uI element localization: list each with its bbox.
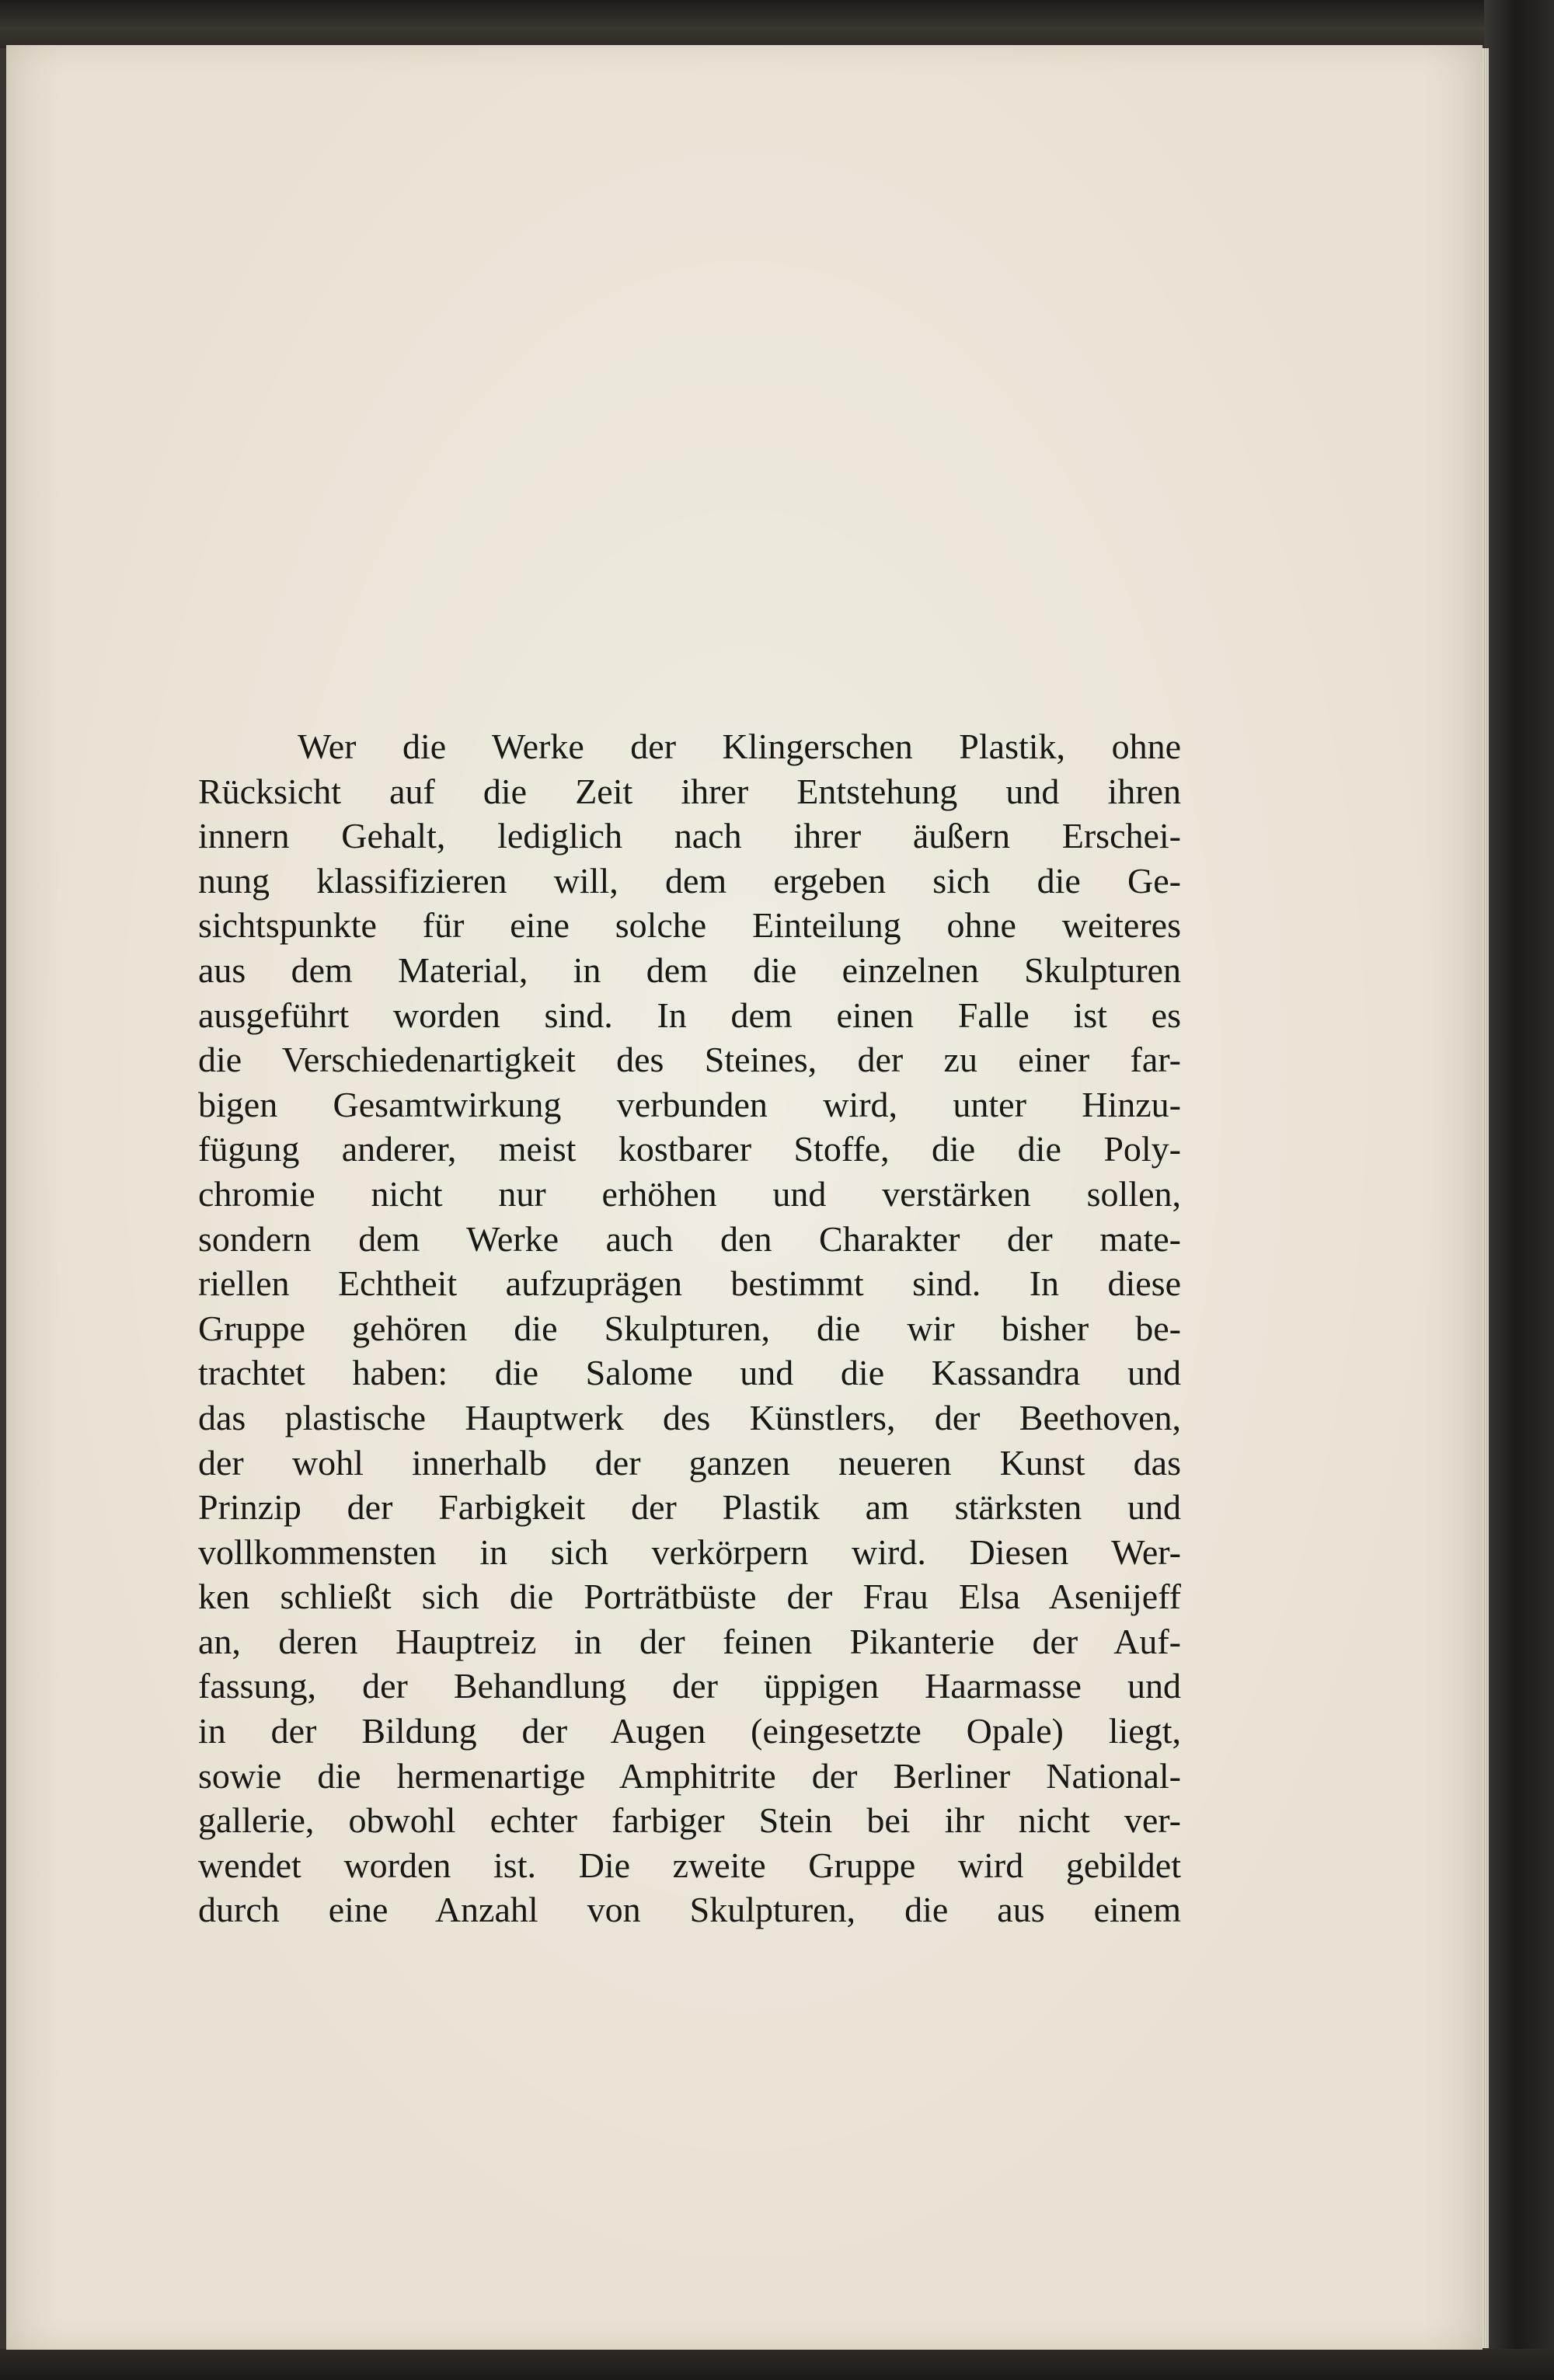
text-line: aus dem Material, in dem die einzelnen Skulpturen [198, 950, 1181, 990]
text-line: Prinzip der Farbigkeit der Plastik am stärksten und [198, 1487, 1181, 1528]
text-line: riellen Echtheit aufzuprägen bestimmt sind. In diese [198, 1263, 1181, 1304]
text-line: der wohl innerhalb der ganzen neueren Kunst das [198, 1442, 1181, 1483]
text-line: an, deren Hauptreiz in der feinen Pikanterie der Auf- [198, 1621, 1181, 1661]
text-line: das plastische Hauptwerk des Künstlers, der Beethoven, [198, 1397, 1181, 1437]
book-cover-spine-edge [1484, 0, 1554, 2380]
text-line: sowie die hermenartige Amphitrite der Berliner National- [198, 1755, 1181, 1796]
book-cover-left-edge [0, 0, 6, 2380]
text-line: Gruppe gehören die Skulpturen, die wir bisher be- [198, 1308, 1181, 1348]
text-line: nung klassifizieren will, dem ergeben sich die Ge- [198, 860, 1181, 901]
text-line: vollkommensten in sich verkörpern wird. Diesen Wer- [198, 1531, 1181, 1572]
text-line: sondern dem Werke auch den Charakter der mate- [198, 1218, 1181, 1259]
text-line: Rücksicht auf die Zeit ihrer Entstehung und ihren [198, 771, 1181, 811]
text-line: die Verschiedenartigkeit des Steines, der zu einer far- [198, 1040, 1181, 1080]
text-line: in der Bildung der Augen (eingesetzte Opale) liegt, [198, 1711, 1181, 1751]
text-line: fassung, der Behandlung der üppigen Haarmasse und [198, 1666, 1181, 1706]
text-line: durch eine Anzahl von Skulpturen, die aus einem [198, 1890, 1181, 1930]
text-line: ausgeführt worden sind. In dem einen Falle ist es [198, 995, 1181, 1035]
text-line: wendet worden ist. Die zweite Gruppe wird gebildet [198, 1845, 1181, 1885]
page-stack-edge [1483, 48, 1489, 2348]
text-line: bigen Gesamtwirkung verbunden wird, unter Hinzu- [198, 1084, 1181, 1124]
text-line: sichtspunkte für eine solche Einteilung ohne weiteres [198, 905, 1181, 946]
text-line: fügung anderer, meist kostbarer Stoffe, die die Poly- [198, 1129, 1181, 1169]
book-cover-bottom-edge [0, 2349, 1554, 2380]
text-line: chromie nicht nur erhöhen und verstärken sollen, [198, 1173, 1181, 1214]
text-line: innern Gehalt, lediglich nach ihrer äußern Erschei- [198, 816, 1181, 856]
body-paragraph [198, 724, 1181, 1932]
text-line: ken schließt sich die Porträtbüste der Frau Elsa Asenijeff [198, 1577, 1181, 1617]
book-cover-top-edge [0, 0, 1554, 48]
text-line: Wer die Werke der Klingerschen Plastik, ohne [298, 727, 1181, 766]
text-line: gallerie, obwohl echter farbiger Stein bei ihr nicht ver- [198, 1800, 1181, 1841]
text-line: trachtet haben: die Salome und die Kassandra und [198, 1353, 1181, 1393]
